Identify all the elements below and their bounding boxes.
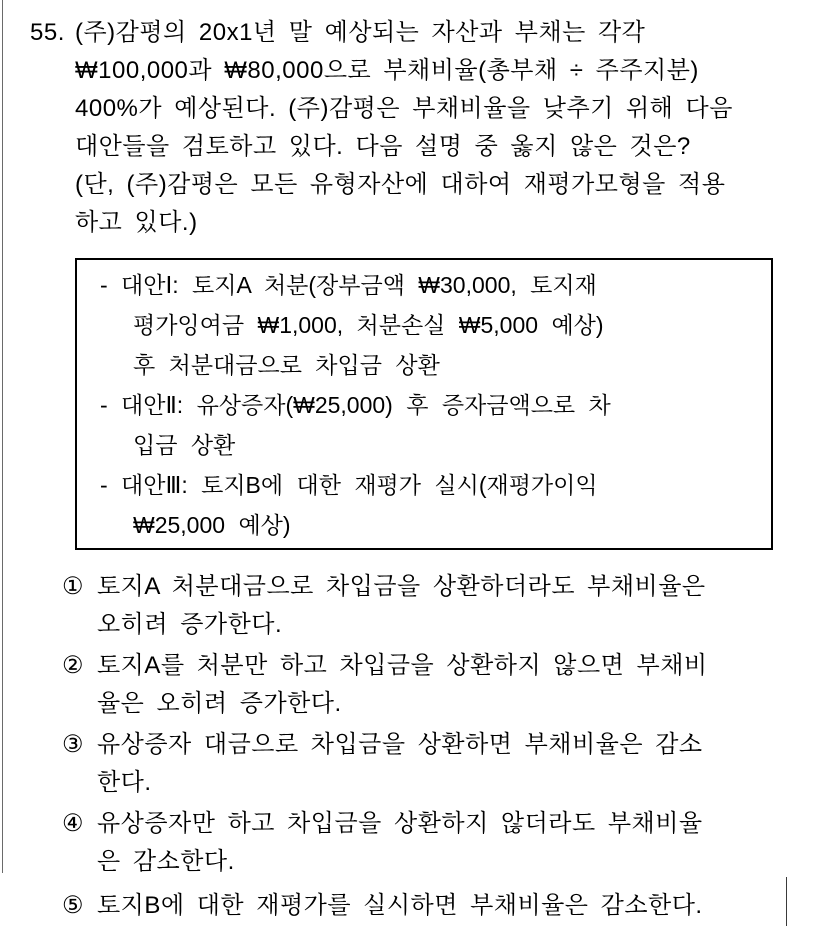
alternative-1-line: - 대안Ⅰ: 토지A 처분(장부금액 ₩30,000, 토지재: [100, 272, 597, 298]
option-1-marker: ①: [62, 573, 84, 600]
alternative-3-line: ₩25,000 예상): [133, 512, 291, 538]
option-3-line: 한다.: [97, 769, 152, 796]
alternative-2-line: - 대안Ⅱ: 유상증자(₩25,000) 후 증자금액으로 차: [100, 392, 611, 418]
answer-options: [62, 568, 822, 928]
question-line: [30, 14, 820, 52]
question-statement: [30, 14, 820, 242]
option-2-line: [62, 647, 822, 685]
question-line: 하고 있다.): [75, 209, 198, 236]
alternative-2-line: 입금 상환: [133, 432, 236, 458]
option-5-text: 토지B에 대한 재평가를 실시하면 부채비율은 감소한다.: [97, 892, 703, 919]
alternative-1-line: 후 처분대금으로 차입금 상환: [133, 352, 440, 378]
alternative-1-line: 평가잉여금 ₩1,000, 처분손실 ₩5,000 예상): [133, 312, 604, 338]
question-line: (단, (주)감평은 모든 유형자산에 대하여 재평가모형을 적용: [75, 171, 726, 198]
alternative-3-line: - 대안Ⅲ: 토지B에 대한 재평가 실시(재평가이익: [100, 472, 598, 498]
option-2-marker: ②: [62, 652, 84, 679]
option-2-line: 율은 오히려 증가한다.: [97, 690, 342, 717]
question-line: 대안들을 검토하고 있다. 다음 설명 중 옳지 않은 것은?: [75, 133, 691, 160]
option-4: [62, 805, 822, 881]
question-line-text: (주)감평의 20x1년 말 예상되는 자산과 부채는 각각: [75, 19, 646, 46]
alternatives-box: [75, 258, 773, 550]
option-2: [62, 647, 822, 723]
left-column-divider-line: [2, 0, 3, 873]
option-3-line: [62, 726, 822, 764]
option-1: [62, 568, 822, 644]
option-3: [62, 726, 822, 802]
option-4-line: [62, 805, 822, 843]
option-4-line: 은 감소한다.: [97, 848, 235, 875]
question-line: 400%가 예상된다. (주)감평은 부채비율을 낮추기 위해 다음: [75, 95, 733, 122]
option-3-marker: ③: [62, 731, 84, 758]
option-5-marker: ⑤: [62, 892, 84, 919]
option-1-line: 오히려 증가한다.: [97, 611, 283, 638]
option-4-text: 유상증자만 하고 차입금을 상환하지 않더라도 부채비율: [97, 810, 703, 837]
option-4-marker: ④: [62, 810, 84, 837]
option-5-line: [62, 887, 822, 925]
option-3-text: 유상증자 대금으로 차입금을 상환하면 부채비율은 감소: [97, 731, 703, 758]
option-5: [62, 887, 822, 925]
option-1-line: [62, 568, 822, 606]
option-1-text: 토지A 처분대금으로 차입금을 상환하더라도 부채비율은: [97, 573, 706, 600]
option-2-text: 토지A를 처분만 하고 차입금을 상환하지 않으면 부채비: [97, 652, 708, 679]
question-line: ₩100,000과 ₩80,000으로 부채비율(총부채 ÷ 주주지분): [75, 57, 699, 84]
question-number: 55.: [30, 19, 65, 46]
